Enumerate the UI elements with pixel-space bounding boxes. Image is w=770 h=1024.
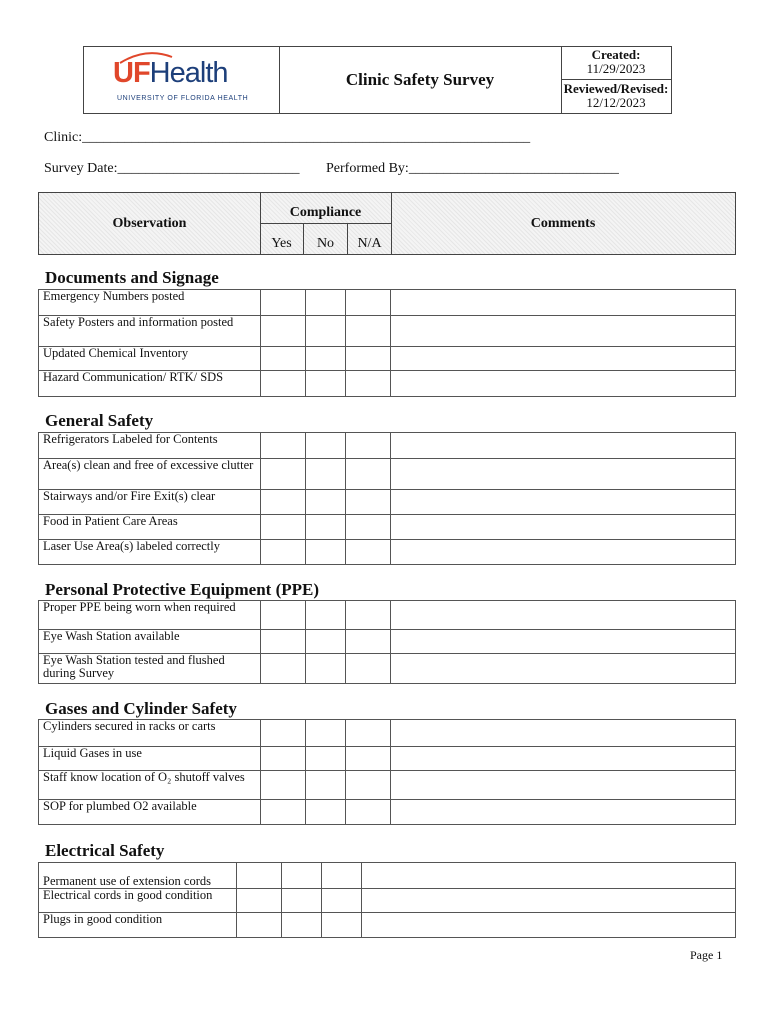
na-checkbox[interactable] bbox=[346, 459, 391, 490]
list-item: Cylinders secured in racks or carts bbox=[39, 720, 261, 747]
list-item: Plugs in good condition bbox=[39, 913, 237, 938]
revised-date: 12/12/2023 bbox=[586, 95, 646, 110]
created-date: 11/29/2023 bbox=[586, 61, 646, 76]
na-checkbox[interactable] bbox=[346, 290, 391, 316]
table-header bbox=[38, 192, 736, 255]
na-checkbox[interactable] bbox=[346, 316, 391, 347]
performed-by-field[interactable]: Performed By:______________________________ bbox=[326, 161, 619, 176]
yes-checkbox[interactable] bbox=[261, 540, 306, 565]
comment-cell[interactable] bbox=[391, 433, 736, 459]
na-checkbox[interactable] bbox=[346, 347, 391, 371]
no-checkbox[interactable] bbox=[282, 913, 322, 938]
no-checkbox[interactable] bbox=[306, 490, 346, 515]
list-item: Refrigerators Labeled for Contents bbox=[39, 433, 261, 459]
created-label: Created: bbox=[591, 47, 641, 62]
section-title: Documents and Signage bbox=[45, 268, 219, 287]
yes-checkbox[interactable] bbox=[261, 371, 306, 397]
comment-cell[interactable] bbox=[391, 800, 736, 825]
list-item: Emergency Numbers posted bbox=[39, 290, 261, 316]
na-checkbox[interactable] bbox=[346, 630, 391, 654]
na-checkbox[interactable] bbox=[346, 433, 391, 459]
yes-checkbox[interactable] bbox=[261, 459, 306, 490]
yes-checkbox[interactable] bbox=[261, 515, 306, 540]
yes-checkbox[interactable] bbox=[261, 747, 306, 771]
comment-cell[interactable] bbox=[362, 863, 736, 889]
list-item: Eye Wash Station tested and flushed during Survey bbox=[39, 654, 261, 684]
yes-checkbox[interactable] bbox=[261, 654, 306, 684]
logo-cell bbox=[84, 47, 280, 113]
na-checkbox[interactable] bbox=[346, 371, 391, 397]
no-checkbox[interactable] bbox=[306, 347, 346, 371]
yes-checkbox[interactable] bbox=[237, 889, 282, 913]
list-item: Updated Chemical Inventory bbox=[39, 347, 261, 371]
list-item: Laser Use Area(s) labeled correctly bbox=[39, 540, 261, 565]
yes-checkbox[interactable] bbox=[261, 771, 306, 800]
na-checkbox[interactable] bbox=[346, 747, 391, 771]
no-checkbox[interactable] bbox=[306, 371, 346, 397]
comment-cell[interactable] bbox=[391, 601, 736, 630]
comment-cell[interactable] bbox=[391, 347, 736, 371]
comment-cell[interactable] bbox=[391, 459, 736, 490]
no-checkbox[interactable] bbox=[306, 771, 346, 800]
section-title: Gases and Cylinder Safety bbox=[45, 699, 237, 718]
comment-cell[interactable] bbox=[391, 290, 736, 316]
comment-cell[interactable] bbox=[391, 371, 736, 397]
comment-cell[interactable] bbox=[391, 747, 736, 771]
list-item: Liquid Gases in use bbox=[39, 747, 261, 771]
comment-cell[interactable] bbox=[391, 515, 736, 540]
list-item: Electrical cords in good condition bbox=[39, 889, 237, 913]
section-table bbox=[38, 600, 736, 684]
na-checkbox[interactable] bbox=[346, 800, 391, 825]
list-item: Area(s) clean and free of excessive clutter bbox=[39, 459, 261, 490]
clinic-field[interactable]: Clinic:________________________________________________________________ bbox=[44, 130, 531, 145]
no-checkbox[interactable] bbox=[306, 800, 346, 825]
no-checkbox[interactable] bbox=[306, 290, 346, 316]
list-item: Proper PPE being worn when required bbox=[39, 601, 261, 630]
comment-cell[interactable] bbox=[391, 720, 736, 747]
comment-cell[interactable] bbox=[391, 654, 736, 684]
no-checkbox[interactable] bbox=[306, 720, 346, 747]
na-checkbox[interactable] bbox=[322, 863, 362, 889]
na-checkbox[interactable] bbox=[346, 771, 391, 800]
yes-checkbox[interactable] bbox=[261, 433, 306, 459]
comment-cell[interactable] bbox=[391, 540, 736, 565]
section-title: Personal Protective Equipment (PPE) bbox=[45, 580, 320, 599]
section-table bbox=[38, 862, 736, 938]
yes-checkbox[interactable] bbox=[261, 720, 306, 747]
no-checkbox[interactable] bbox=[306, 654, 346, 684]
na-checkbox[interactable] bbox=[346, 515, 391, 540]
section-title: General Safety bbox=[45, 411, 154, 430]
no-checkbox[interactable] bbox=[282, 863, 322, 889]
yes-checkbox[interactable] bbox=[261, 601, 306, 630]
na-checkbox[interactable] bbox=[346, 490, 391, 515]
no-header: No bbox=[303, 224, 347, 254]
yes-checkbox[interactable] bbox=[261, 290, 306, 316]
yes-checkbox[interactable] bbox=[261, 800, 306, 825]
comment-cell[interactable] bbox=[391, 771, 736, 800]
na-checkbox[interactable] bbox=[346, 601, 391, 630]
no-checkbox[interactable] bbox=[306, 515, 346, 540]
logo: UFHealth bbox=[113, 57, 228, 89]
survey-date-field[interactable]: Survey Date:__________________________ bbox=[44, 161, 300, 176]
list-item: Safety Posters and information posted bbox=[39, 316, 261, 347]
no-checkbox[interactable] bbox=[306, 747, 346, 771]
list-item: Eye Wash Station available bbox=[39, 630, 261, 654]
section-table bbox=[38, 289, 736, 397]
list-item: Staff know location of O₂ shutoff valves bbox=[39, 771, 261, 800]
no-checkbox[interactable] bbox=[306, 459, 346, 490]
na-checkbox[interactable] bbox=[346, 540, 391, 565]
document-header bbox=[83, 46, 672, 114]
na-header: N/A bbox=[347, 224, 391, 254]
list-item: SOP for plumbed O2 available bbox=[39, 800, 261, 825]
yes-checkbox[interactable] bbox=[261, 630, 306, 654]
no-checkbox[interactable] bbox=[306, 630, 346, 654]
list-item: Hazard Communication/ RTK/ SDS bbox=[39, 371, 261, 397]
comment-cell[interactable] bbox=[362, 889, 736, 913]
compliance-header: Compliance Yes No N/A bbox=[260, 193, 392, 254]
document-title: Clinic Safety Survey bbox=[279, 47, 562, 113]
no-checkbox[interactable] bbox=[306, 316, 346, 347]
revised-label: Reviewed/Revised: bbox=[563, 81, 669, 96]
yes-checkbox[interactable] bbox=[261, 316, 306, 347]
dates-cell bbox=[561, 47, 671, 113]
comment-cell[interactable] bbox=[362, 913, 736, 938]
no-checkbox[interactable] bbox=[282, 889, 322, 913]
na-checkbox[interactable] bbox=[346, 654, 391, 684]
section-table bbox=[38, 719, 736, 825]
observation-header: Observation bbox=[39, 193, 261, 254]
comment-cell[interactable] bbox=[391, 316, 736, 347]
comments-header: Comments bbox=[530, 215, 596, 231]
yes-checkbox[interactable] bbox=[261, 490, 306, 515]
na-checkbox[interactable] bbox=[322, 889, 362, 913]
no-checkbox[interactable] bbox=[306, 433, 346, 459]
section-table bbox=[38, 432, 736, 565]
list-item: Permanent use of extension cords bbox=[39, 863, 237, 889]
na-checkbox[interactable] bbox=[346, 720, 391, 747]
no-checkbox[interactable] bbox=[306, 540, 346, 565]
yes-checkbox[interactable] bbox=[237, 913, 282, 938]
na-checkbox[interactable] bbox=[322, 913, 362, 938]
list-item: Food in Patient Care Areas bbox=[39, 515, 261, 540]
logo-subtitle: UNIVERSITY OF FLORIDA HEALTH bbox=[117, 95, 249, 102]
comment-cell[interactable] bbox=[391, 630, 736, 654]
yes-header: Yes bbox=[271, 236, 292, 251]
no-checkbox[interactable] bbox=[306, 601, 346, 630]
list-item: Stairways and/or Fire Exit(s) clear bbox=[39, 490, 261, 515]
page-number: Page 1 bbox=[690, 948, 723, 962]
section-title: Electrical Safety bbox=[45, 841, 165, 860]
comment-cell[interactable] bbox=[391, 490, 736, 515]
yes-checkbox[interactable] bbox=[237, 863, 282, 889]
yes-checkbox[interactable] bbox=[261, 347, 306, 371]
